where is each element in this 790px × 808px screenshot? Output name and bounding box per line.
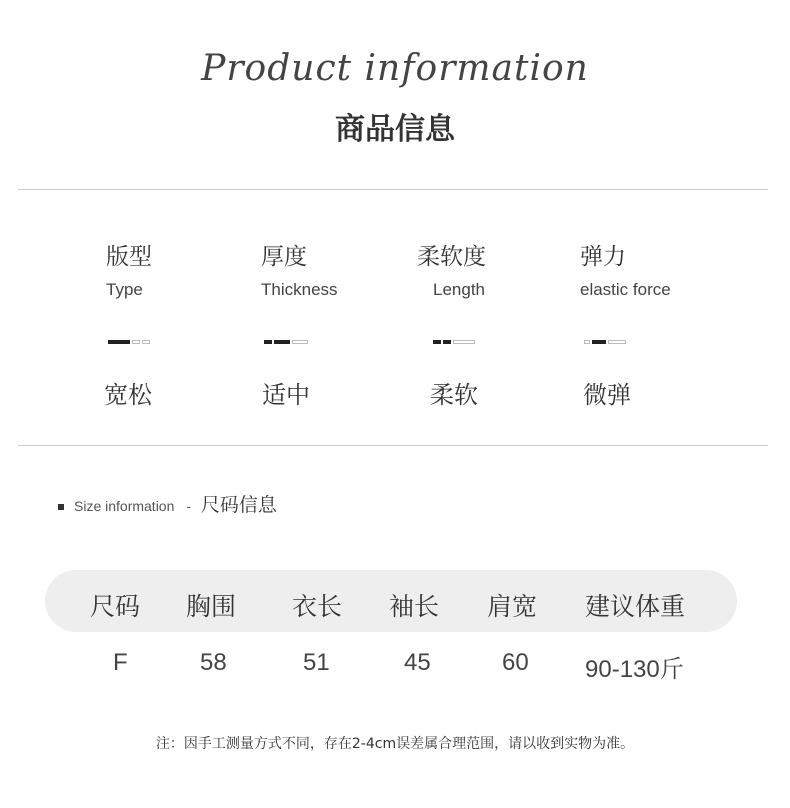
size-table-cell: 60 xyxy=(502,649,529,676)
size-information-separator: - xyxy=(186,498,191,514)
size-information-cn: 尺码信息 xyxy=(200,495,277,516)
size-table-header: 建议体重 xyxy=(585,592,686,621)
attr-elasticity-cn: 弹力 xyxy=(580,244,626,270)
attr-elasticity-value: 微弹 xyxy=(583,381,631,409)
size-table-header: 衣长 xyxy=(292,592,343,621)
size-table-cell: 51 xyxy=(303,649,330,676)
attr-thickness-cn: 厚度 xyxy=(261,244,307,270)
size-table-header: 胸围 xyxy=(186,592,237,621)
divider-top xyxy=(18,189,768,190)
size-table-cell: F xyxy=(113,649,128,676)
size-table-cell: 90-130斤 xyxy=(585,656,684,683)
size-information-heading xyxy=(58,490,277,517)
measurement-note: 注：因手工测量方式不同，存在2-4cm误差属合理范围，请以收到实物为准。 xyxy=(155,736,635,752)
attr-softness-value: 柔软 xyxy=(430,381,478,409)
attr-thickness-scale xyxy=(264,340,310,344)
attr-elasticity-en: elastic force xyxy=(580,280,671,299)
attr-softness-en: Length xyxy=(433,280,485,299)
size-information-en: Size information xyxy=(74,498,175,514)
attr-type-value: 宽松 xyxy=(104,381,152,409)
attr-type-en: Type xyxy=(106,280,143,299)
square-bullet-icon xyxy=(58,504,64,510)
attr-softness-scale xyxy=(433,340,479,344)
attr-type-cn: 版型 xyxy=(106,244,152,270)
attr-elasticity-scale xyxy=(584,340,630,344)
size-table-header: 尺码 xyxy=(90,592,141,621)
attr-thickness-en: Thickness xyxy=(261,280,338,299)
size-table-cell: 58 xyxy=(200,649,227,676)
divider-middle xyxy=(18,445,768,446)
size-table-header: 肩宽 xyxy=(487,592,538,621)
attr-softness-cn: 柔软度 xyxy=(417,244,486,270)
product-information-title: 商品信息 xyxy=(335,112,455,147)
size-table-cell: 45 xyxy=(404,649,431,676)
product-information-script-title: Product information xyxy=(201,48,589,89)
attr-thickness-value: 适中 xyxy=(262,381,310,409)
size-table-header: 袖长 xyxy=(389,592,440,621)
attr-type-scale xyxy=(108,340,154,344)
